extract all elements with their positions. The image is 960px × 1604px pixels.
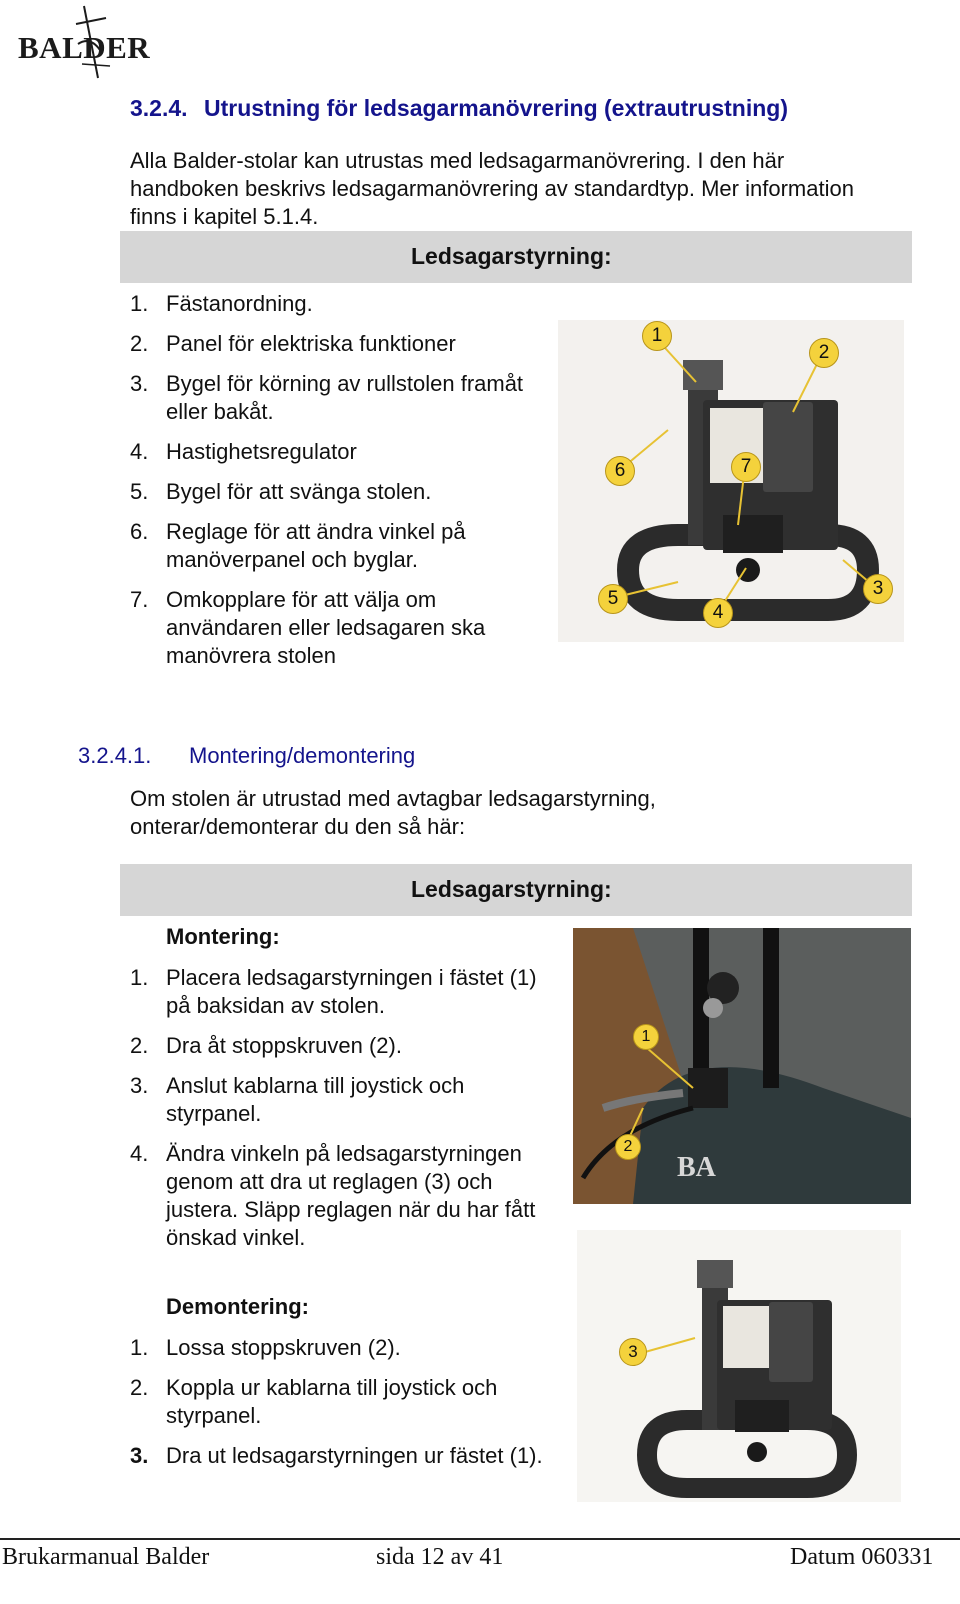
list-item	[130, 1442, 562, 1470]
table2-header	[120, 864, 912, 916]
dismount-title: Demontering:	[166, 1294, 309, 1319]
equipment-list	[130, 290, 530, 682]
item-text: Anslut kablarna till joystick och styrpanel.	[166, 1073, 465, 1126]
list-item	[130, 964, 562, 1020]
item-text: Placera ledsagarstyrningen i fästet (1) på baksidan av stolen.	[166, 965, 537, 1018]
item-number: 2.	[130, 331, 149, 356]
list-item	[130, 290, 530, 318]
footer-divider	[0, 1538, 960, 1540]
section-intro: Alla Balder-stolar kan utrustas med ledsagarmanövrering. I den här handboken beskrivs ledsagarmanövrering av standardtyp. Mer information finns i kapitel 5.1.4.	[130, 148, 854, 229]
table1-header-label: Ledsagarstyrning:	[411, 243, 612, 269]
item-text: Ändra vinkeln på ledsagarstyrningen genom att dra ut reglagen (3) och justera. Släpp reglagen när du har fått önskad vinkel.	[166, 1141, 536, 1250]
callout-badge: 6	[605, 456, 635, 486]
item-text: Reglage för att ändra vinkel på manöverpanel och byglar.	[166, 519, 466, 572]
section-title: Utrustning för ledsagarmanövrering (extrautrustning)	[204, 95, 789, 121]
subsection-title: Montering/demontering	[189, 743, 416, 768]
list-item	[130, 1374, 562, 1430]
item-number: 5.	[130, 479, 149, 504]
list-item	[130, 586, 530, 670]
list-item	[130, 1072, 562, 1128]
item-number: 3.	[130, 1073, 149, 1098]
callout-badge: 7	[731, 452, 761, 482]
item-text: Panel för elektriska funktioner	[166, 331, 456, 356]
item-number: 4.	[130, 439, 149, 464]
list-item	[130, 1334, 562, 1362]
subsection-heading	[78, 743, 415, 769]
item-number: 1.	[130, 291, 149, 316]
control-unit-lever-photo	[577, 1230, 901, 1502]
callout-badge: 3	[619, 1338, 647, 1366]
mounting-photo	[573, 928, 911, 1204]
list-item	[130, 1140, 562, 1252]
callout-badge: 4	[703, 598, 733, 628]
mounting-title: Montering:	[166, 924, 280, 949]
callout-badge: 5	[598, 584, 628, 614]
footer-page: sida 12 av 41	[376, 1544, 504, 1570]
item-number: 7.	[130, 587, 149, 612]
footer-title: Brukarmanual Balder	[2, 1544, 210, 1570]
footer-date: Datum 060331	[790, 1544, 934, 1570]
item-number: 3.	[130, 1443, 149, 1468]
item-text: Dra åt stoppskruven (2).	[166, 1033, 402, 1058]
mounting-list	[130, 964, 562, 1264]
subsection-number: 3.2.4.1.	[78, 743, 152, 768]
control-unit-photo	[558, 320, 904, 642]
callout-badge: 3	[863, 574, 893, 604]
callout-badge: 1	[633, 1024, 659, 1050]
item-text: Bygel för att svänga stolen.	[166, 479, 432, 504]
item-text: Omkopplare för att välja om användaren eller ledsagaren ska manövrera stolen	[166, 587, 486, 668]
item-text: Hastighetsregulator	[166, 439, 357, 464]
item-number: 2.	[130, 1375, 149, 1400]
callout-badge: 2	[809, 338, 839, 368]
table1-header	[120, 231, 912, 283]
callout-badge: 1	[642, 321, 672, 351]
item-number: 6.	[130, 519, 149, 544]
item-text: Lossa stoppskruven (2).	[166, 1335, 401, 1360]
balder-logo	[18, 4, 168, 80]
item-number: 1.	[130, 965, 149, 990]
table2-header-label: Ledsagarstyrning:	[411, 876, 612, 902]
list-item	[130, 370, 530, 426]
item-number: 2.	[130, 1033, 149, 1058]
item-text: Fästanordning.	[166, 291, 313, 316]
section-heading	[130, 95, 788, 122]
item-text: Koppla ur kablarna till joystick och styrpanel.	[166, 1375, 498, 1428]
list-item	[130, 1032, 562, 1060]
list-item	[130, 330, 530, 358]
item-text: Bygel för körning av rullstolen framåt eller bakåt.	[166, 371, 524, 424]
callout-badge: 2	[615, 1134, 641, 1160]
subsection-intro: Om stolen är utrustad med avtagbar ledsagarstyrning, onterar/demonterar du den så här:	[130, 786, 656, 839]
list-item	[130, 478, 530, 506]
logo-text: BALDER	[18, 30, 151, 65]
dismount-list	[130, 1334, 562, 1482]
item-number: 3.	[130, 371, 149, 396]
chair-logo-text: BA	[677, 1152, 716, 1183]
section-number: 3.2.4.	[130, 95, 188, 121]
item-number: 1.	[130, 1335, 149, 1360]
item-number: 4.	[130, 1141, 149, 1166]
list-item	[130, 438, 530, 466]
list-item	[130, 518, 530, 574]
item-text: Dra ut ledsagarstyrningen ur fästet (1).	[166, 1443, 543, 1468]
